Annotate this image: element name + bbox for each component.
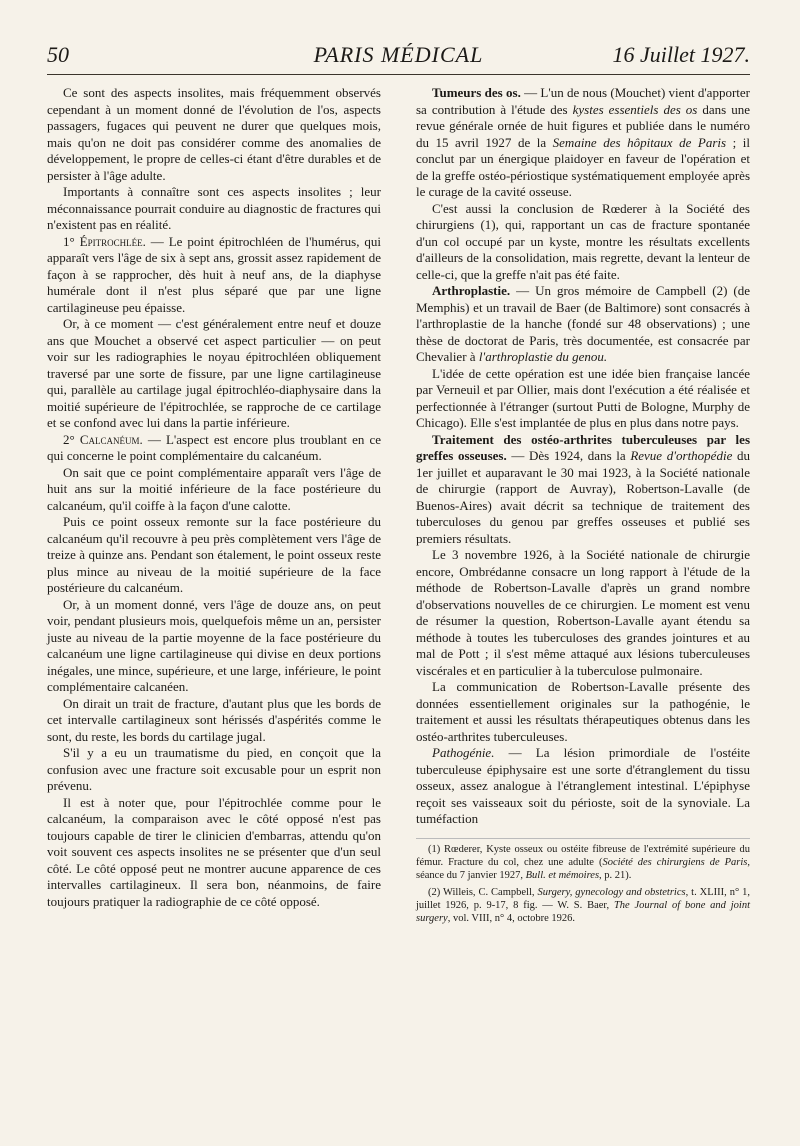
paragraph-text: — Dès 1924, dans la	[506, 448, 631, 463]
italic-text: Société des chirurgiens de Paris	[602, 856, 748, 868]
paragraph: Puis ce point osseux remonte sur la face postérieure du calcanéum qu'il recouvre à peu près complètement vers l'âge de treize à quinze ans. Pendant son étalement, le point osseux reste plus mince au niveau de la moitié supérieure de la face postérieure du calcanéum.	[47, 514, 381, 595]
running-header	[47, 40, 750, 75]
paragraph-pathogenie	[416, 745, 750, 828]
section-label: 1° Épitrochlée.	[63, 233, 146, 249]
paragraph: On sait que ce point complémentaire apparaît vers l'âge de huit ans sur la moitié inférieure de la face postérieure du calcanéum, qu'il coiffe à la façon d'une calotte.	[47, 464, 381, 513]
paragraph: Ce sont des aspects insolites, mais fréquemment observés cependant à un moment donné de l'évolution de l'os, aspects passagers, fugaces qui peuvent ne durer que quelques mois, mais qu'on ne doit pas considérer comme des anomalies de développement, le propre de celles-ci étant d'être durables et de persister à l'âge adulte.	[47, 85, 381, 183]
page-number: 50	[47, 42, 69, 67]
section-heading: Tumeurs des os.	[432, 85, 521, 100]
paragraph-tumeurs	[416, 85, 750, 201]
footnote-text: , t. XLIII, n° 1, juillet 1926, p. 9-17, 8 fig. — W. S. Baer,	[416, 886, 750, 911]
section-heading: Arthroplastie.	[432, 283, 511, 298]
paragraph: C'est aussi la conclusion de Rœderer à la Société des chirurgiens (1), qui, rapportant un cas de fracture spontanée d'un col occupé par un kyste, montre les résultats excellents d'ailleurs de la consolidation, mais regrette, devant la lenteur de celle-ci, que la greffe n'ait pas été faite.	[416, 200, 750, 282]
footnotes	[416, 838, 750, 925]
paragraph: Or, à un moment donné, vers l'âge de douze ans, on peut voir, pendant plusieurs mois, quelquefois même un an, persister juste au niveau de la partie moyenne de la face postérieure du calcanéum une ligne cartilagineuse qui divise en deux portions inégales, une mince, supérieure, et une large, inférieure, le point complémentaire calcanéen.	[47, 596, 381, 694]
text-columns	[47, 85, 750, 929]
footnote-text: (2) Willeis, C. Campbell,	[428, 886, 538, 898]
paragraph: On dirait un trait de fracture, d'autant plus que les bords de cet intervalle cartilagineux sont hérissés d'aspérités comme le sont, du reste, les bords du cartilage jugal.	[47, 695, 381, 744]
italic-text: Surgery, gynecology and obstetrics	[537, 886, 686, 898]
paragraph: Importants à connaître sont ces aspects insolites ; leur méconnaissance pourrait conduire au diagnostic de fractures qui n'existent pas en réalité.	[47, 184, 381, 232]
right-column	[416, 85, 750, 929]
paragraph-text: dans une revue générale ornée de huit figures et publiée dans le numéro du 15 avril 1927 de la	[416, 101, 750, 150]
paragraph-arthroplastie	[416, 283, 750, 366]
footnote-text: (1) Rœderer, Kyste osseux ou ostéite fibreuse de l'extrémité supérieure du fémur. Fracture du col, chez une adulte (	[416, 843, 750, 868]
paragraph: S'il y a eu un traumatisme du pied, en conçoit que la confusion avec une fracture soit excusable pour un esprit non prévenu.	[47, 745, 381, 793]
footnote-text: , vol. VIII, n° 4, octobre 1926.	[447, 912, 576, 924]
paragraph-calcaneum	[47, 432, 381, 465]
paragraph-text: — L'un de nous (Mouchet) vient d'apporter sa contribution à l'étude des	[416, 85, 750, 117]
paragraph-text: — Un gros mémoire de Campbell (2) (de Memphis) et un travail de Baer (de Baltimore) sont consacrés à l'arthroplastie de la hanche (fondé sur 48 observations) ; une thèse de doctorat de Paris, très documentée, est consacrée par Chevalier à	[416, 283, 750, 364]
italic-text: The Journal of bone and joint surgery	[416, 899, 751, 924]
paragraph-text: — Le point épitrochléen de l'humérus, qui apparaît vers l'âge de six à sept ans, grossit assez rapidement de façon à se rapprocher, dès huit à neuf ans, de la diaphyse humérale dont il n'est plus séparé que par une ligne cartilagineuse peu épaisse.	[47, 233, 381, 315]
italic-text: kystes essentiels des os	[572, 101, 698, 117]
italic-text: Bull. et mémoires	[525, 869, 600, 881]
paragraph: L'idée de cette opération est une idée bien française lancée par Verneuil et par Ollier, mais dont l'exécution a été réalisée et perfectionnée à l'étranger (surtout Putti de Bologne, Murphy de Chicago). Elle s'est implantée de plus en plus dans notre pays.	[416, 365, 750, 430]
left-column	[47, 85, 381, 929]
paragraph-text: du 1er juillet et auparavant le 30 mai 1923, à la Société nationale de chirurgie (rapport de Auvray), Robertson-Lavalle (de Buenos-Aires) avait décrit sa technique de traitement des tuberculoses du genou par greffes osseuses et publié ses premiers résultats.	[416, 448, 750, 546]
paragraph: Il est à noter que, pour l'épitrochlée comme pour le calcanéum, la comparaison avec le côté opposé n'est pas toujours capable de tirer le clinicien d'embarras, attendu qu'on voit souvent ces aspects insolites ne se présenter que d'un seul côté. Le côté opposé peut ne montrer aucune apparence de ces intervalles cartilagineux. Il sera bon, néanmoins, de faire toujours pratiquer la radiographie de ce côté opposé.	[47, 794, 381, 909]
italic-heading: Pathogénie.	[432, 745, 495, 760]
italic-text: Semaine des hôpitaux de Paris	[552, 134, 727, 150]
paragraph-epitrochlee	[47, 234, 381, 317]
issue-date: 16 Juillet 1927.	[612, 42, 750, 67]
footnote-text: , p. 21).	[599, 869, 632, 881]
section-label: 2° Calcanéum.	[63, 431, 143, 447]
paragraph-text: ; il conclut par un énergique plaidoyer en faveur de l'opération et de la greffe ostéo-périostique systématiquement employée après le curage de la cavité osseuse.	[416, 134, 750, 199]
footnote-2	[416, 886, 750, 925]
paragraph-traitement	[416, 432, 750, 548]
footnote-1	[416, 843, 750, 882]
section-heading: Traitement des ostéo-arthrites tuberculeuses par les greffes osseuses.	[416, 431, 750, 463]
paragraph: La communication de Robertson-Lavalle présente des données essentiellement originales sur la pathogénie, le traitement et aussi les résultats thérapeutiques obtenus dans les ostéo-arthrites tuberculeuses.	[416, 679, 750, 744]
paragraph: Le 3 novembre 1926, à la Société nationale de chirurgie encore, Ombrédanne consacre un long rapport à l'étude de la méthode de Robertson-Lavalle d'après un grand nombre d'observations nouvelles de ce chirurgien. Le moment est venu de résumer la question, Robertson-Lavalle ayant étendu sa méthode à toutes les tuberculoses des grandes jointures et au mal de Pott ; il s'est même attaqué aux lésions tuberculeuses viscérales et en particulier à la tuberculose pulmonaire.	[416, 547, 750, 678]
journal-title: PARIS MÉDICAL	[313, 42, 484, 67]
paragraph: Or, à ce moment — c'est généralement entre neuf et douze ans que Mouchet a observé cet aspect particulier — on peut voir sur les radiographies le noyau épitrochléen obliquement traversé par une sorte de fissure, par une ligne cartilagineuse qui, parallèle au cartilage jugal épitrochléo-diaphysaire dans la moitié supérieure de l'épitrochlée, se rapproche de ce cartilage et se confond avec lui dans la partie inférieure.	[47, 316, 381, 430]
footnote-text: , séance du 7 janvier 1927,	[416, 856, 750, 881]
italic-text: Revue d'orthopédie	[630, 448, 733, 463]
paragraph-text: — L'aspect est encore plus troublant en ce qui concerne le point complémentaire du calcanéum.	[47, 431, 381, 463]
paragraph-text: — La lésion primordiale de l'ostéite tuberculeuse épiphysaire est une sorte d'étranglement du tissu osseux, assez analogue à l'étranglement intestinal. L'épiphyse reçoit ses vaisseaux soit du périoste, soit de la synoviale. La tuméfaction	[416, 745, 750, 826]
italic-text: l'arthroplastie du genou.	[478, 349, 608, 364]
